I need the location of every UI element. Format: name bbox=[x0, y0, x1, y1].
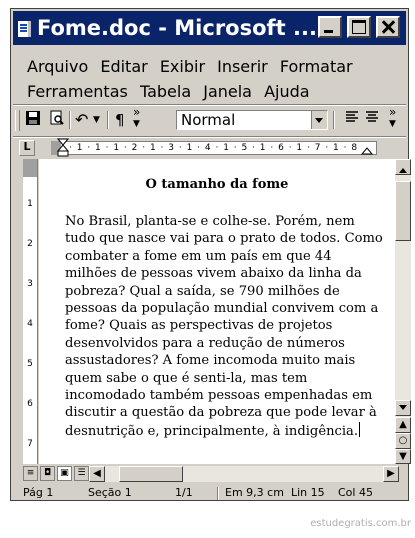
undo-icon[interactable]: ↶ bbox=[75, 110, 89, 129]
text-line: fome? Quais as perspectivas de projetos bbox=[65, 318, 333, 334]
horizontal-scroll-area bbox=[19, 465, 411, 483]
text-line: combater a fome em um país em que 44 bbox=[65, 248, 332, 264]
toolbar-separator bbox=[69, 111, 70, 129]
vruler-number: 1 bbox=[27, 199, 33, 209]
toolbar-more-icon[interactable]: » ▼ bbox=[389, 105, 397, 129]
menu-ajuda[interactable]: Ajuda bbox=[264, 82, 310, 101]
divider bbox=[13, 104, 406, 106]
status-pages: 1/1 bbox=[175, 486, 193, 499]
style-select-value: Normal bbox=[181, 111, 236, 129]
toolbar-options-icon[interactable]: » ▼ bbox=[133, 105, 141, 129]
menu-row-1 bbox=[27, 57, 360, 76]
text-line: pessoas da população mundial convivem com a bbox=[65, 301, 379, 317]
menu-inserir[interactable]: Inserir bbox=[217, 57, 268, 76]
status-page: Pág 1 bbox=[23, 486, 54, 499]
select-browse-object-button[interactable] bbox=[395, 433, 411, 449]
status-separator bbox=[217, 487, 218, 500]
minimize-button[interactable] bbox=[318, 16, 342, 38]
align-center-icon[interactable] bbox=[365, 110, 379, 130]
indent-marker-icon[interactable] bbox=[57, 138, 69, 158]
outline-view-icon[interactable]: ☰ bbox=[74, 466, 89, 481]
document-title: O tamanho da fome bbox=[145, 177, 289, 192]
menu-tabela[interactable]: Tabela bbox=[139, 82, 192, 101]
text-line: incomodado também pessoas empenhadas em bbox=[65, 388, 373, 404]
toolbar-separator bbox=[107, 111, 108, 129]
word-document-icon[interactable] bbox=[17, 20, 32, 38]
menu-row-2 bbox=[27, 82, 317, 101]
vruler-number: 7 bbox=[27, 439, 33, 449]
web-layout-icon[interactable]: ◘ bbox=[40, 466, 55, 481]
text-line: No Brasil, planta-se e colhe-se. Porém, nem bbox=[65, 214, 355, 229]
text-cursor bbox=[359, 422, 360, 437]
scroll-thumb[interactable] bbox=[395, 181, 411, 241]
vruler-number: 5 bbox=[27, 359, 33, 369]
menu-formatar[interactable]: Formatar bbox=[279, 57, 353, 76]
undo-dropdown-icon[interactable]: ▼ bbox=[93, 115, 100, 125]
normal-view-icon[interactable]: ≡ bbox=[23, 466, 38, 481]
word-window bbox=[10, 8, 409, 501]
vruler-number: 6 bbox=[27, 399, 33, 409]
double-up-icon: ▲ bbox=[399, 419, 407, 430]
previous-page-button[interactable] bbox=[395, 417, 411, 433]
status-section: Seção 1 bbox=[88, 486, 132, 499]
right-indent-marker-icon[interactable] bbox=[361, 141, 373, 155]
menu-ferramentas[interactable]: Ferramentas bbox=[27, 82, 128, 101]
vruler-number: 4 bbox=[27, 319, 33, 329]
status-line: Lin 15 bbox=[291, 486, 325, 499]
toolbar-grip[interactable] bbox=[15, 110, 20, 131]
status-column: Col 45 bbox=[338, 486, 373, 499]
text-line: discutir a questão da pobreza que pode levar à bbox=[65, 405, 377, 421]
scroll-up-button[interactable] bbox=[395, 159, 411, 175]
title-bar[interactable] bbox=[13, 11, 406, 45]
menu-janela[interactable]: Janela bbox=[203, 82, 252, 101]
text-line: assustadores? A fome incomoda muito mais bbox=[65, 353, 356, 369]
menu-arquivo[interactable]: Arquivo bbox=[27, 57, 89, 76]
print-preview-icon[interactable] bbox=[49, 110, 65, 130]
scroll-right-button[interactable] bbox=[383, 466, 399, 482]
vertical-ruler-margin bbox=[23, 159, 37, 177]
browse-object-icon: ○ bbox=[398, 435, 408, 446]
text-line: desnutrição e, principalmente, à indigência. bbox=[65, 423, 358, 439]
scroll-down-button[interactable] bbox=[395, 400, 411, 416]
menu-editar[interactable]: Editar bbox=[100, 57, 148, 76]
maximize-button[interactable] bbox=[347, 16, 371, 38]
text-line: tudo que nasce vai para o prato de todos. Como bbox=[65, 231, 383, 247]
tab-selector-icon[interactable]: L bbox=[19, 140, 35, 156]
horizontal-scrollbar[interactable] bbox=[105, 466, 383, 482]
formatting-toolbar bbox=[13, 107, 406, 135]
text-line: pobreza? Qual a saída, se 790 milhões de bbox=[65, 283, 340, 299]
horizontal-scroll-thumb[interactable] bbox=[119, 466, 183, 482]
vertical-scrollbar[interactable] bbox=[395, 159, 411, 464]
horizontal-ruler[interactable] bbox=[13, 138, 406, 158]
ruler-numbers: · 1 · 1 · 1 · 2 · 1 · 3 · 1 · 4 · 1 · 5 · 1 · 6 · 1 · 7 · 1 · 8 bbox=[69, 143, 359, 153]
status-position: Em 9,3 cm bbox=[225, 486, 284, 499]
status-bar bbox=[13, 486, 406, 500]
print-layout-icon[interactable]: ▣ bbox=[57, 466, 72, 481]
menu-exibir[interactable]: Exibir bbox=[159, 57, 206, 76]
double-down-icon: ▼ bbox=[399, 451, 407, 462]
save-icon[interactable] bbox=[25, 110, 41, 130]
text-line-last bbox=[65, 422, 387, 440]
left-arrow-icon: ◀ bbox=[93, 468, 101, 479]
vruler-number: 2 bbox=[27, 239, 33, 249]
style-select[interactable] bbox=[176, 110, 328, 130]
vruler-number: 3 bbox=[27, 279, 33, 289]
document-page[interactable] bbox=[39, 159, 395, 464]
show-paragraph-icon[interactable]: ¶ bbox=[115, 111, 125, 129]
close-button[interactable] bbox=[376, 16, 400, 38]
text-line: quem sabe o que é senti-la, mas tem bbox=[65, 370, 308, 386]
style-dropdown-icon[interactable] bbox=[311, 111, 327, 129]
watermark: estudegratis.com.br bbox=[310, 518, 411, 529]
toolbar-separator bbox=[333, 111, 334, 129]
window-title: Fome.doc - Microsoft ... bbox=[37, 16, 317, 40]
next-page-button[interactable] bbox=[395, 449, 411, 464]
text-line: desenvolvidos para a redução de números bbox=[65, 335, 345, 351]
right-arrow-icon: ▶ bbox=[387, 468, 395, 479]
document-body[interactable] bbox=[65, 213, 387, 440]
align-left-icon[interactable] bbox=[345, 110, 359, 130]
text-line: milhões de pessoas vivem abaixo da linha da bbox=[65, 266, 362, 282]
vertical-ruler bbox=[23, 159, 38, 464]
scroll-left-button[interactable] bbox=[89, 466, 105, 482]
menu-bar bbox=[13, 47, 406, 103]
